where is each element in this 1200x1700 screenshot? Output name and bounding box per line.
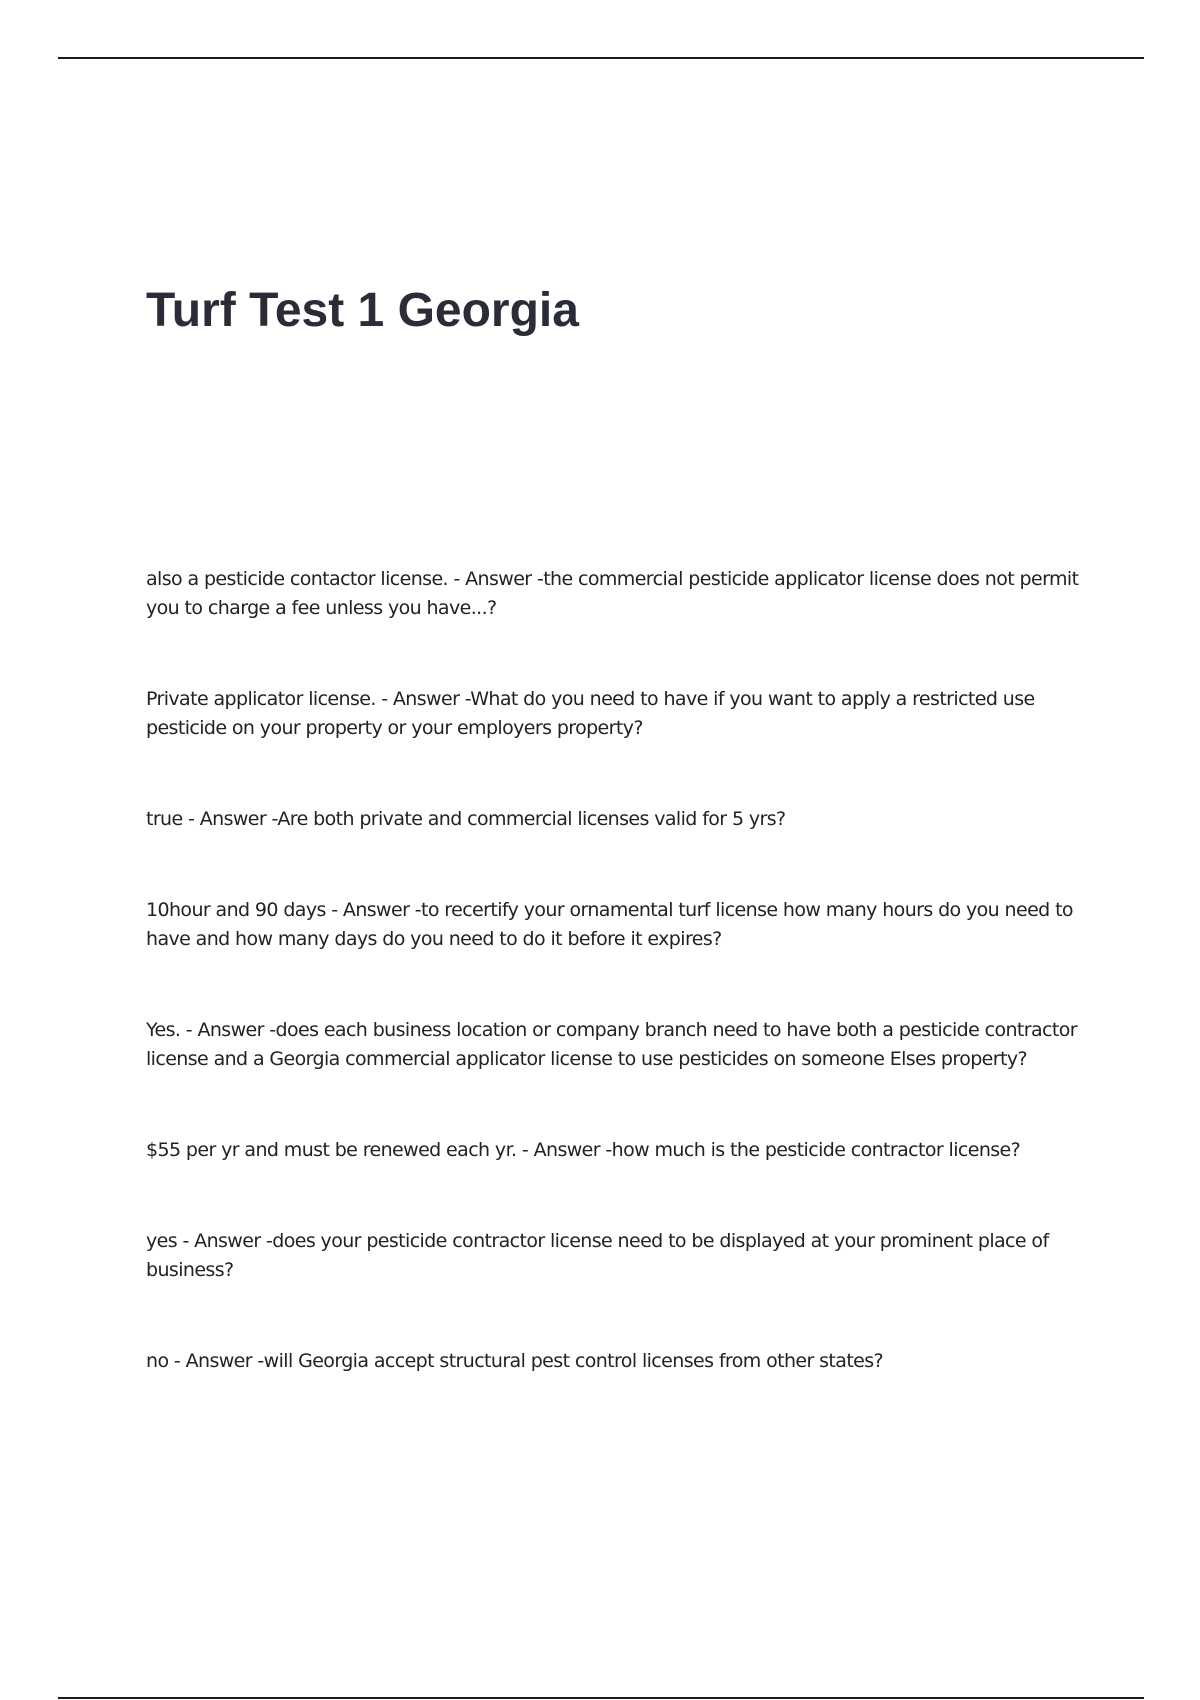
qa-item: $55 per yr and must be renewed each yr. - Answer -how much is the pesticide contractor license?	[146, 1139, 1021, 1161]
qa-item: also a pesticide contactor license. - Answer -the commercial pesticide applicator license does not permit you to charge a fee unless you have...?	[146, 568, 1079, 619]
qa-item: true - Answer -Are both private and commercial licenses valid for 5 yrs?	[146, 808, 786, 830]
qa-list	[146, 565, 1096, 1387]
document-title: Turf Test 1 Georgia	[146, 284, 579, 337]
qa-item: no - Answer -will Georgia accept structural pest control licenses from other states?	[146, 1350, 884, 1372]
bottom-rule	[58, 1697, 1144, 1699]
qa-item: Private applicator license. - Answer -What do you need to have if you want to apply a restricted use pesticide on your property or your employers property?	[146, 688, 1035, 739]
qa-item: 10hour and 90 days - Answer -to recertify your ornamental turf license how many hours do you need to have and how many days do you need to do it before it expires?	[146, 899, 1073, 950]
qa-item: Yes. - Answer -does each business location or company branch need to have both a pesticide contractor license and a Georgia commercial applicator license to use pesticides on someone Elses property?	[146, 1019, 1077, 1070]
qa-item: yes - Answer -does your pesticide contractor license need to be displayed at your prominent place of business?	[146, 1230, 1049, 1281]
top-rule	[58, 57, 1144, 59]
